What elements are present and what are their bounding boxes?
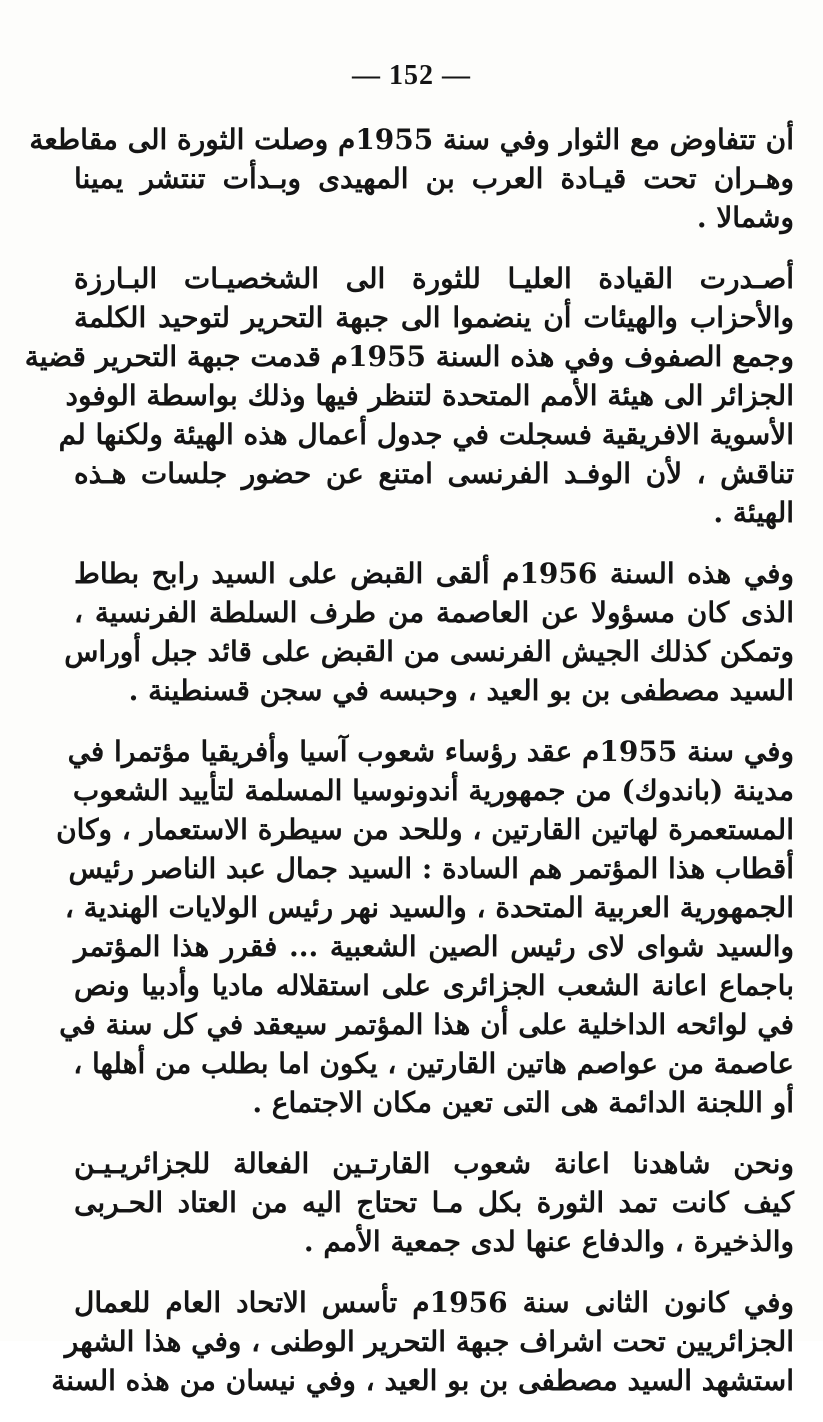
text-line: في لوائحه الداخلية على أن هذا المؤتمر سيعقد في كل سنة في (59, 1008, 794, 1041)
text-line: الأسوية الافريقية فسجلت في جدول أعمال هذه الهيئة ولكنها لم (58, 418, 794, 451)
text-line: وتمكن كذلك الجيش الفرنسى من القبض على قائد جبل أوراس (64, 635, 794, 668)
text-line: أن تتفاوض مع الثوار وفي سنة 1955م وصلت الثورة الى مقاطعة (29, 123, 794, 156)
paragraph (74, 1144, 794, 1261)
text-line: والأحزاب والهيئات أن ينضموا الى جبهة التحرير لتوحيد الكلمة (74, 301, 794, 334)
text-line: وشمالا . (696, 201, 794, 234)
text-line: وفي سنة 1955م عقد رؤساء شعوب آسيا وأفريقيا مؤتمرا في (67, 735, 794, 768)
text-line: تناقش ، لأن الوفـد الفرنسى امتنع عن حضور جلسات هـذه (74, 457, 794, 490)
paragraph (56, 732, 794, 1122)
text-line: أصـدرت القيادة العليـا للثورة الى الشخصيـات البـارزة (74, 262, 794, 295)
text-line: كيف كانت تمد الثورة بكل مـا تحتاج اليه من العتاد الحـربى (74, 1186, 794, 1219)
text-line: وهـران تحت قيـادة العرب بن المهيدى وبـدأت تنتشر يمينا (74, 162, 794, 195)
text-line: الذى كان مسؤولا عن العاصمة من طرف السلطة الفرنسية ، (74, 596, 794, 629)
text-line: أقطاب هذا المؤتمر هم السادة : السيد جمال عبد الناصر رئيس (68, 852, 794, 885)
text-line: الجمهورية العربية المتحدة ، والسيد نهر رئيس الولايات الهندية ، (64, 891, 794, 924)
text-line: مدينة (باندوك) من جمهورية أندونوسيا المسلمة لتأييد الشعوب (72, 774, 794, 807)
text-line: المستعمرة لهاتين القارتين ، وللحد من سيطرة الاستعمار ، وكان (56, 813, 794, 846)
text-line: استشهد السيد مصطفى بن بو العيد ، وفي نيسان من هذه السنة (51, 1364, 794, 1397)
text-line: وفي هذه السنة 1956م ألقى القبض على السيد رابح بطاط (74, 557, 795, 590)
text-line: الهيئة . (713, 496, 794, 529)
text-line: باجماع اعانة الشعب الجزائرى على استقلاله ماديا وأدبيا ونص (74, 969, 794, 1002)
page-number: — 152 — (352, 60, 471, 91)
body-text (24, 120, 795, 1422)
text-line: السيد مصطفى بن بو العيد ، وحبسه في سجن قسنطينة . (128, 674, 794, 707)
text-line: الجزائريين تحت اشراف جبهة التحرير الوطنى ، وفي هذا الشهر (64, 1325, 794, 1358)
paragraph (29, 120, 794, 237)
paragraph (24, 259, 794, 532)
text-line: والذخيرة ، والدفاع عنها لدى جمعية الأمم . (303, 1225, 794, 1258)
text-line: وجمع الصفوف وفي هذه السنة 1955م قدمت جبهة التحرير قضية (24, 340, 794, 373)
text-line: أو اللجنة الدائمة هى التى تعين مكان الاجتماع . (252, 1086, 794, 1119)
paragraph (51, 1283, 794, 1400)
text-line: وفي كانون الثانى سنة 1956م تأسس الاتحاد العام للعمال (74, 1286, 794, 1319)
text-line: الجزائر الى هيئة الأمم المتحدة لتنظر فيها وذلك بواسطة الوفود (65, 379, 794, 412)
paragraph (64, 554, 795, 710)
text-line: والسيد شواى لاى رئيس الصين الشعبية ... فقرر هذا المؤتمر (74, 930, 794, 963)
text-line: ونحن شاهدنا اعانة شعوب القارتـين الفعالة للجزائريـيـن (74, 1147, 794, 1180)
text-line: عاصمة من عواصم هاتين القارتين ، يكون اما بطلب من أهلها ، (73, 1047, 794, 1080)
